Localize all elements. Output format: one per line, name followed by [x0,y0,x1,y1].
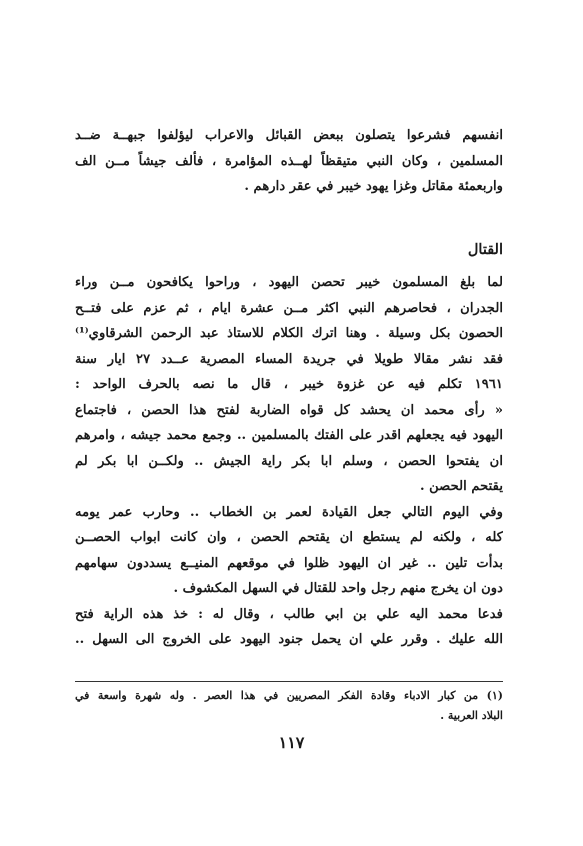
text-line: « رأى محمد ان يحشد كل قواه الضاربة لفتح هذا الحصن ، فاجتماع [75,402,503,418]
text-line: فدعا محمد اليه علي بن ابي طالب ، وقال له : خذ هذه الراية فتح [75,606,503,622]
text-line: دون ان يخرج منهم رجل واحد للقتال في السهل المكشوف . [173,581,503,596]
text-line: انفسهم فشرعوا يتصلون ببعض القبائل والاعراب ليؤلفوا جبهــة ضــد [75,128,503,143]
paragraph-block-2 [75,270,503,653]
paragraph-block-1 [75,123,503,200]
footnote-divider [75,681,503,682]
footnote [75,686,503,726]
text-line: لما بلغ المسلمون خيبر تحصن اليهود ، وراحوا يكافحون مــن وراء [75,275,503,290]
text-line: ان يفتحوا الحصن ، وسلم ابا بكر راية الجيش .. ولكــن ابا بكر لم [75,453,503,469]
footnote-line: البلاد العربية . [440,709,503,722]
text-line: فقد نشر مقالا طويلا في جريدة المساء المصرية عــدد ٢٧ ايار سنة [75,351,503,367]
footnote-line: (١) من كبار الادباء وقادة الفكر المصريين في هذا العصر . وله شهرة واسعة في [75,689,503,702]
text-line: كله ، ولكنه لم يستطع ان يقتحم الحصن ، وان كانت ابواب الحصــن [75,530,503,545]
text-line: الله عليك . وقرر علي ان يحمل جنود اليهود على الخروج الى السهل .. [75,632,503,647]
text-line: الحصون بكل وسيلة . وهنا اترك الكلام للاستاذ عبد الرحمن الشرقاوي⁽¹⁾ [75,326,503,341]
section-heading: القتال [467,241,503,258]
text-line: وفي اليوم التالي جعل القيادة لعمر بن الخطاب .. وحارب عمر يومه [75,504,503,520]
text-line: ١٩٦١ تكلم فيه عن غزوة خيبر ، قال ما نصه بالحرف الواحد : [75,377,503,392]
text-line: واربعمئة مقاتل وغزا يهود خيبر في عقر دارهم . [244,179,503,194]
text-line: بدأت تلين .. غير ان اليهود ظلوا في موقعهم المنيــع يسددون سهامهم [75,555,503,571]
text-line: يقتحم الحصن . [419,479,503,494]
text-line: اليهود فيه يجعلهم اقدر على الفتك بالمسلمين .. وجمع محمد جيشه ، وامرهم [75,428,503,443]
page-number: ١١٧ [278,733,305,752]
text-line: الجدران ، فحاصرهم النبي اكثر مــن عشرة ايام ، ثم عزم على فتــح [75,300,503,316]
text-line: المسلمين ، وكان النبي متيقظاً لهــذه المؤامرة ، فألف جيشاً مــن الف [75,153,503,169]
